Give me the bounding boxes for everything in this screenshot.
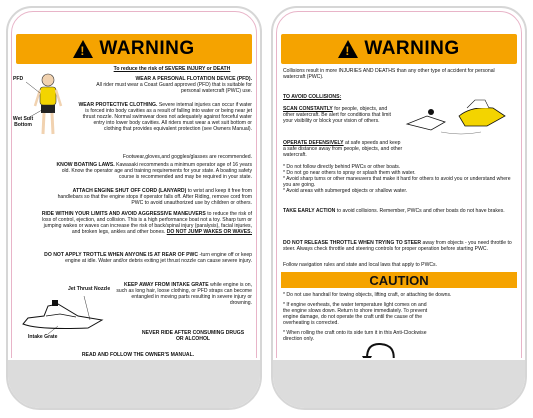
left-warning-panel — [6, 6, 262, 410]
warning-title: WARNING — [364, 38, 460, 59]
warning-title: WARNING — [99, 38, 195, 59]
section-intake — [116, 282, 252, 306]
section-laws — [48, 162, 252, 180]
navigation-rules: Follow navigation rules and state and local laws that apply to PWCs. — [283, 262, 438, 268]
section-limits — [38, 211, 252, 235]
section-pfd-title: WEAR A PERSONAL FLOTATION DEVICE (PFD). — [135, 76, 252, 82]
section-limits-tail: DO NOT JUMP WAKES OR WAVES. — [166, 229, 252, 236]
section-pfd — [78, 76, 252, 94]
section-defensive-title: OPERATE DEFENSIVELY — [283, 140, 344, 146]
section-throttle-steer-title: DO NOT RELEASE THROTTLE WHEN TRYING TO STEER — [283, 240, 422, 246]
section-defensive-body: at safe speeds and keep a safe distance away from people, objects, and other watercraft. — [283, 140, 403, 159]
footwear-note: Footwear,gloves,and goggles/glasses are recommended. — [122, 154, 252, 160]
bullet-item: * Avoid areas with submerged objects or shallow water. — [283, 188, 408, 195]
section-defensive — [283, 140, 403, 158]
left-heading: To reduce the risk of SEVERE INJURY or DEATH — [113, 66, 231, 72]
avoid-collisions-heading: TO AVOID COLLISIONS: — [283, 94, 342, 100]
defensive-bullets — [283, 164, 519, 194]
section-lanyard-title: ATTACH ENGINE SHUT OFF CORD (LANYARD) — [72, 188, 187, 194]
section-clothing — [78, 102, 252, 132]
section-clothing-body: Severe internal injuries can occur if water is forced into body cavities as a result of falling into water or being near jet thrust nozzle. Normal swimwear does not adequately against forceful water entry into lower body cavities. All riders must wear a wet suit bottom or clothing that provides equivalent protection (see Owners Manual). — [82, 102, 252, 133]
section-lanyard — [48, 188, 252, 206]
wetsuit-label: Wet Suit Bottom — [12, 116, 34, 129]
section-throttle-steer — [283, 240, 519, 252]
section-limits-title: RIDE WITHIN YOUR LIMITS AND AVOID AGGRESSIVE MANEUVERS — [41, 211, 206, 217]
section-early-action-title: TAKE EARLY ACTION — [283, 208, 336, 214]
caution-rolling: * When rolling the craft onto its side turn it in this Anti-Clockwise direction only. — [283, 330, 427, 343]
left-grey-base — [8, 358, 260, 408]
warning-banner-right — [281, 34, 517, 64]
section-clothing-title: WEAR PROTECTIVE CLOTHING. — [78, 102, 158, 108]
caution-handrail: * Do not use handrail for towing objects, lifting craft, or attaching tie downs. — [283, 292, 452, 298]
jetski-illustration — [18, 290, 108, 340]
section-scan-title: SCAN CONSTANTLY — [283, 106, 333, 112]
bullet-item: * Do not go near others to spray or splash them with water. — [283, 170, 416, 177]
section-throttle-rear-title: DO NOT APPLY TROTTLE WHEN ANYONE IS AT REAR OF PWC — [44, 252, 198, 258]
caution-overheat: * If engine overheats, the water temperature light comes on and the engine slows down. Return to shore immediately. To prevent engine damage, do not operate the craft until the cause of the overheating is corrected. — [283, 302, 428, 327]
jet-nozzle-label: Jet Thrust Nozzle — [68, 286, 111, 292]
intake-grate-label: Intake Grate — [28, 334, 58, 340]
warning-banner-left — [16, 34, 252, 64]
warning-triangle-icon: ! — [73, 40, 93, 58]
collision-illustration — [401, 86, 517, 138]
section-throttle-rear-body: -turn engine off or keep engine at idle. Water and/or debris exiting jet thrust nozzle can cause severe injury. — [65, 252, 252, 265]
warning-triangle-icon: ! — [338, 40, 358, 58]
section-early-action — [283, 208, 519, 214]
caution-banner — [281, 272, 517, 288]
no-drugs-warning: NEVER RIDE AFTER CONSUMING DRUGS OR ALCOHOL — [141, 330, 245, 343]
section-pfd-body: All rider must wear a Coast Guard approved (PFD) that is suitable for personal watercraft (PWC) use. — [96, 82, 252, 95]
bullet-item: * Do not follow directly behind PWCs or other boats. — [283, 164, 401, 170]
right-warning-panel — [271, 6, 527, 410]
section-throttle-steer-body: away from objects - you need throttle to steer. Always check throttle and steering controls for proper operation before starting PWC. — [283, 240, 512, 253]
section-scan — [283, 106, 395, 124]
section-lanyard-body: to wrist and keep it free from handlebars so that the engine stops if operator falls off. After Riding, remove cord from PWC to avoid unauthorized use by children or others. — [57, 188, 252, 207]
pfd-label: PFD — [13, 76, 24, 82]
collision-intro: Collisions result in more INJURIES AND DEATHS than any other type of accident for personal watercraft (PWC). — [283, 68, 495, 81]
section-limits-body: to reduce the risk of loss of control, ejection, and collision. This is a high performance boat not a toy. Sharp turn or jumping wakes or waves can increase the risk of back/spinal injury (paralysis), facial injuries, and broken legs, ankles and other bones. — [42, 211, 252, 236]
section-laws-title: KNOW BOATING LAWS. — [56, 162, 115, 168]
section-early-action-body: to avoid collisions. Remember, PWCs and other boats do not have brakes. — [336, 208, 505, 214]
section-throttle-rear — [30, 252, 252, 264]
section-scan-body: for people, objects, and other watercraft. Be alert for conditions that limit your visibility or block your vision of others. — [283, 106, 391, 125]
right-grey-base — [273, 358, 525, 408]
read-manual-footer: READ AND FOLLOW THE OWNER'S MANUAL. — [81, 352, 195, 358]
section-intake-title: KEEP AWAY FROM INTAKE GRATE — [123, 282, 209, 288]
bullet-item: * Avoid sharp turns or other maneuvers that make it hard for others to avoid you or understand where you are going. — [283, 176, 511, 189]
section-intake-body: while engine is on, such as long hair, loose clothing, or PFD straps can become entangled in moving parts resulting in severe injury or drowning. — [116, 282, 252, 307]
caution-title: CAUTION — [369, 272, 429, 288]
section-laws-body: Kawasaki recommends a minimum operator age of 16 years old. Know the operator age and training requirements for your state. A boating safety course is recommended and may be required in your state. — [61, 162, 252, 181]
